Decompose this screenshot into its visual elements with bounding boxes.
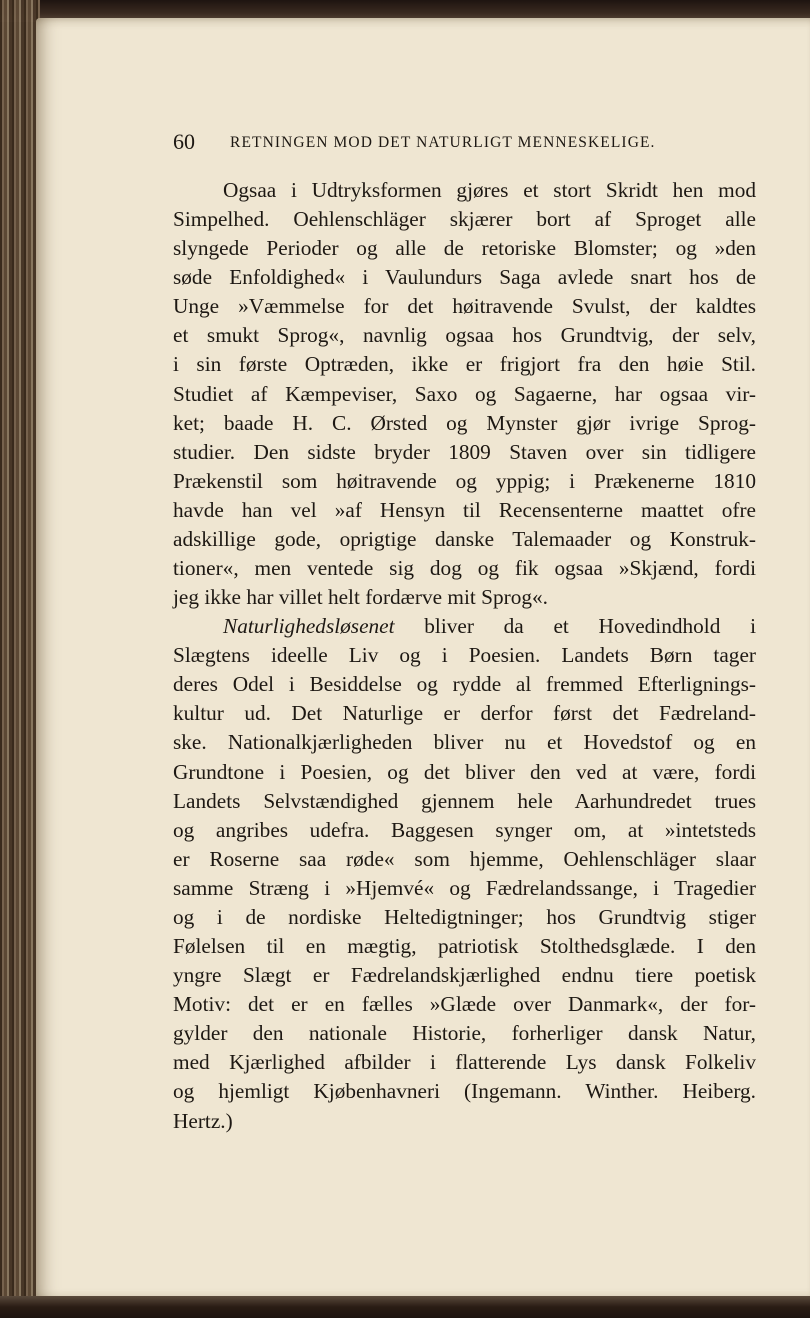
text-line: Slægtens ideelle Liv og i Poesien. Landets Børn tager [173,643,756,668]
paragraph-2-lead-rest: bliver da et Hovedindhold i [424,614,756,639]
text-line: jeg ikke har villet helt fordærve mit Sprog«. [173,585,548,610]
text-line: i sin første Optræden, ikke er frigjort fra den høie Stil. [173,352,756,377]
text-line: ket; baade H. C. Ørsted og Mynster gjør ivrige Sprog- [173,410,756,435]
text-line: og hjemligt Kjøbenhavneri (Ingemann. Winther. Heiberg. [173,1079,756,1104]
text-line: med Kjærlighed afbilder i flatterende Lys dansk Folkeliv [173,1050,756,1075]
text-line: og i de nordiske Heltedigtninger; hos Grundtvig stiger [173,904,756,929]
text-line: slyngede Perioder og alle de retoriske Blomster; og »den [173,236,756,261]
text-line: Følelsen til en mægtig, patriotisk Stolthedsglæde. I den [173,934,756,959]
text-line: Ogsaa i Udtryksformen gjøres et stort Skridt hen mod [223,178,756,202]
body-text [173,176,756,1136]
text-line: havde han vel »af Hensyn til Recensenterne maattet ofre [173,497,756,522]
running-head [173,128,733,156]
italic-term: Naturlighedsløsenet [223,614,395,639]
text-line: yngre Slægt er Fædrelandskjærlighed endnu tiere poetisk [173,963,756,988]
text-line: adskillige gode, oprigtige danske Talemaader og Konstruk- [173,526,756,551]
page-number: 60 [173,129,195,154]
text-line: et smukt Sprog«, navnlig ogsaa hos Grundtvig, der selv, [173,323,756,348]
text-line: Motiv: det er en fælles »Glæde over Danmark«, der for- [173,992,756,1017]
text-line: og angribes udefra. Baggesen synger om, at »intetsteds [173,817,756,842]
text-line: ske. Nationalkjærligheden bliver nu et Hovedstof og en [173,730,756,755]
text-line: deres Odel i Besiddelse og rydde al fremmed Efterlignings- [173,672,756,697]
text-line: Landets Selvstændighed gjennem hele Aarhundredet trues [173,788,756,813]
text-line: kultur ud. Det Naturlige er derfor først det Fædreland- [173,701,756,726]
text-line: Grundtone i Poesien, og det bliver den ved at være, fordi [173,759,756,784]
text-line: gylder den nationale Historie, forherliger dansk Natur, [173,1021,756,1046]
text-line: tioner«, men ventede sig dog og fik ogsaa »Skjænd, fordi [173,556,756,581]
text-line: Prækenstil som høitravende og yppig; i Prækenerne 1810 [173,468,756,493]
text-line: Hertz.) [173,1108,233,1133]
running-head-title: RETNINGEN MOD DET NATURLIGT MENNESKELIGE. [230,134,656,151]
text-line: samme Stræng i »Hjemvé« og Fædrelandssange, i Tragedier [173,875,756,900]
book-bottom-edge [0,1296,810,1318]
text-line: er Roserne saa røde« som hjemme, Oehlenschläger slaar [173,846,756,871]
text-line: studier. Den sidste bryder 1809 Staven over sin tidligere [173,439,756,464]
book-spine [0,0,40,1318]
paragraph-2-first-line [173,612,756,641]
text-line: Studiet af Kæmpeviser, Saxo og Sagaerne, har ogsaa vir- [173,381,756,406]
text-line: Unge »Væmmelse for det høitravende Svulst, der kaldtes [173,294,756,319]
text-line: søde Enfoldighed« i Vaulundurs Saga avlede snart hos de [173,265,756,290]
text-line: Simpelhed. Oehlenschläger skjærer bort af Sproget alle [173,207,756,232]
